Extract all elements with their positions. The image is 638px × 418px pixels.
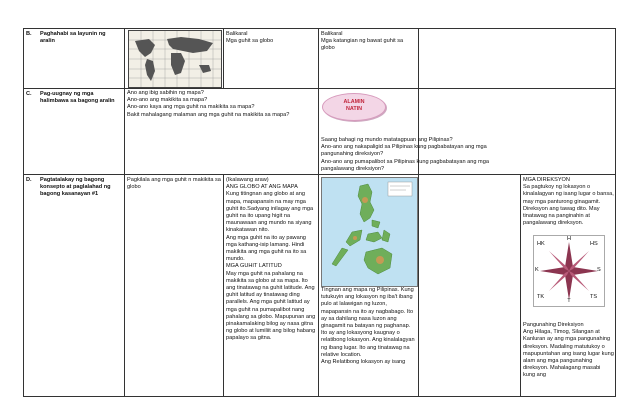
row-d-letter: D. (26, 177, 32, 183)
table-col-divider-2-b (223, 28, 224, 89)
compass-label-sw: TK (537, 294, 545, 300)
table-col-divider-3-c (318, 88, 319, 175)
table-col-divider-2-d (223, 174, 224, 397)
alamin-natin-text: ALAMIN NATIN (343, 99, 365, 112)
table-border-left (23, 28, 24, 397)
table-border-right (615, 28, 616, 397)
compass-label-nw: HK (537, 241, 545, 247)
row-d-col5-bottom-text: Pangunahing Direksiyon Ang Hilaga, Timog, Silangan at Kanluran ay ang mga pangunahing direksyon. Madaling matutukoy o mapupuntahan ang isang lugar kung alam ang mga pangunahing direksyon. Mahalagang masabi kung ang (523, 322, 614, 379)
row-d-col3-text: (Ikalawang araw) ANG GLOBO AT ANG MAPA Kung titingnan ang globo at ang mapa, mapapansin na may mga guhit ito.Sadyang inilagay ang mga guhit na ito upang higit na maunawaan ang mundo na siyang kinakatawan nito. Ang mga guhit na ito ay pawang mga kathang-isip lamang. Hindi makikita ang mga guhit na ito sa mundo. MGA GUHIT LATITUD May mga guhit na pahalang na makikita sa globo at sa mapa. Ito ang tinatawag na guhit latitude. Ang guhit latitud ay tinatawag ding parallels. Ang mga guhit latitud ay mga guhit na pumapalibot nang pahalang sa globo. Mapupunan ang pinakamalaking bilog ay nasa gitna ng globo at lumiliit ang bilog habang papalayo sa gitna. (226, 177, 316, 342)
row-b-letter: B. (26, 31, 32, 37)
table-col-divider-1 (124, 28, 125, 397)
table-col-divider-3-d (318, 174, 319, 397)
compass-label-ne: HS (590, 241, 598, 247)
row-d-label: Pagtatalakay ng bagong konsepto at paglalahad ng bagong kasanayan #1 (40, 177, 111, 198)
row-d-col5-top-text: MGA DIREKSYON Sa pagtukoy ng lokasyon o kinalalagyan ng isang lugar o bansa, may mga panturong ginagamit. Direksyon ang tawag dito. May tinatawag na panginahin at pangalawang direksyon. (523, 177, 614, 227)
row-b-col3-text: Balikaral Mga guhit sa globo (226, 31, 274, 45)
compass-label-se: TS (590, 294, 598, 300)
row-c-questions: Ano ang ibig sabihin ng mapa? Ano-ano ang makikita sa mapa? Ano-ano kaya ang mga guhit na makikita sa mapa? Bakit mahalagang malaman ang mga guhit na makikita sa mapa? (127, 90, 290, 118)
table-border-top (23, 28, 616, 29)
row-c-col4-text: Saang bahagi ng mundo matatagpuan ang Pilipinas? Ano-ano ang nakapaligid sa Pilipinas kung pagbabatayan ang mga pangunahing direksiyon? Ano-ano ang pumapalibot sa Pilipinas kung pagbabatayan ang mga pangalawang direksiyon? (321, 137, 489, 172)
compass-label-n: H (566, 236, 572, 242)
compass-rose-image (533, 235, 605, 307)
alamin-natin-badge (322, 93, 386, 121)
table-border-bottom (23, 396, 616, 397)
row-c-letter: C. (26, 91, 32, 97)
row-d-col2-text: Pagkilala ang mga guhit n makikita sa globo (127, 177, 221, 191)
compass-label-e: S (597, 267, 601, 273)
table-col-divider-4-b (418, 28, 419, 89)
table-col-divider-4-d (418, 174, 419, 397)
table-col-divider-5-d (520, 174, 521, 397)
compass-label-s: T (567, 298, 571, 304)
row-b-label: Paghahabi sa layunin ng aralin (40, 31, 106, 45)
table-border-row-d (23, 174, 616, 175)
philippines-map-image (321, 177, 418, 287)
compass-label-w: K (535, 267, 539, 273)
row-d-col4-text: Tingnan ang mapa ng Pilipinas. Kung tutukuyin ang lokasyon ng iba't ibang pulo at lalawigan ng luzon, mapapansin na ito ay nagbabago. Ito ay sa dahilang nasa luzon ang ginagamit na batayan ng paghanap. Ito ay ang lokasyong kaugnay o relatibong lokasyon. Ang kinalalagyan ng ibang lugar. Ito ang tinatawag na relative location. Ang Relatibong lokasyon ay isang (321, 287, 415, 366)
table-col-divider-3-b (318, 28, 319, 89)
table-border-row-c (23, 88, 616, 89)
row-b-col4-text: Balikaral Mga katangian ng bawat guhit sa globo (321, 31, 404, 52)
world-map-image (128, 30, 222, 88)
row-c-label: Pag-uugnay ng mga halimbawa sa bagong aralin (40, 91, 115, 105)
